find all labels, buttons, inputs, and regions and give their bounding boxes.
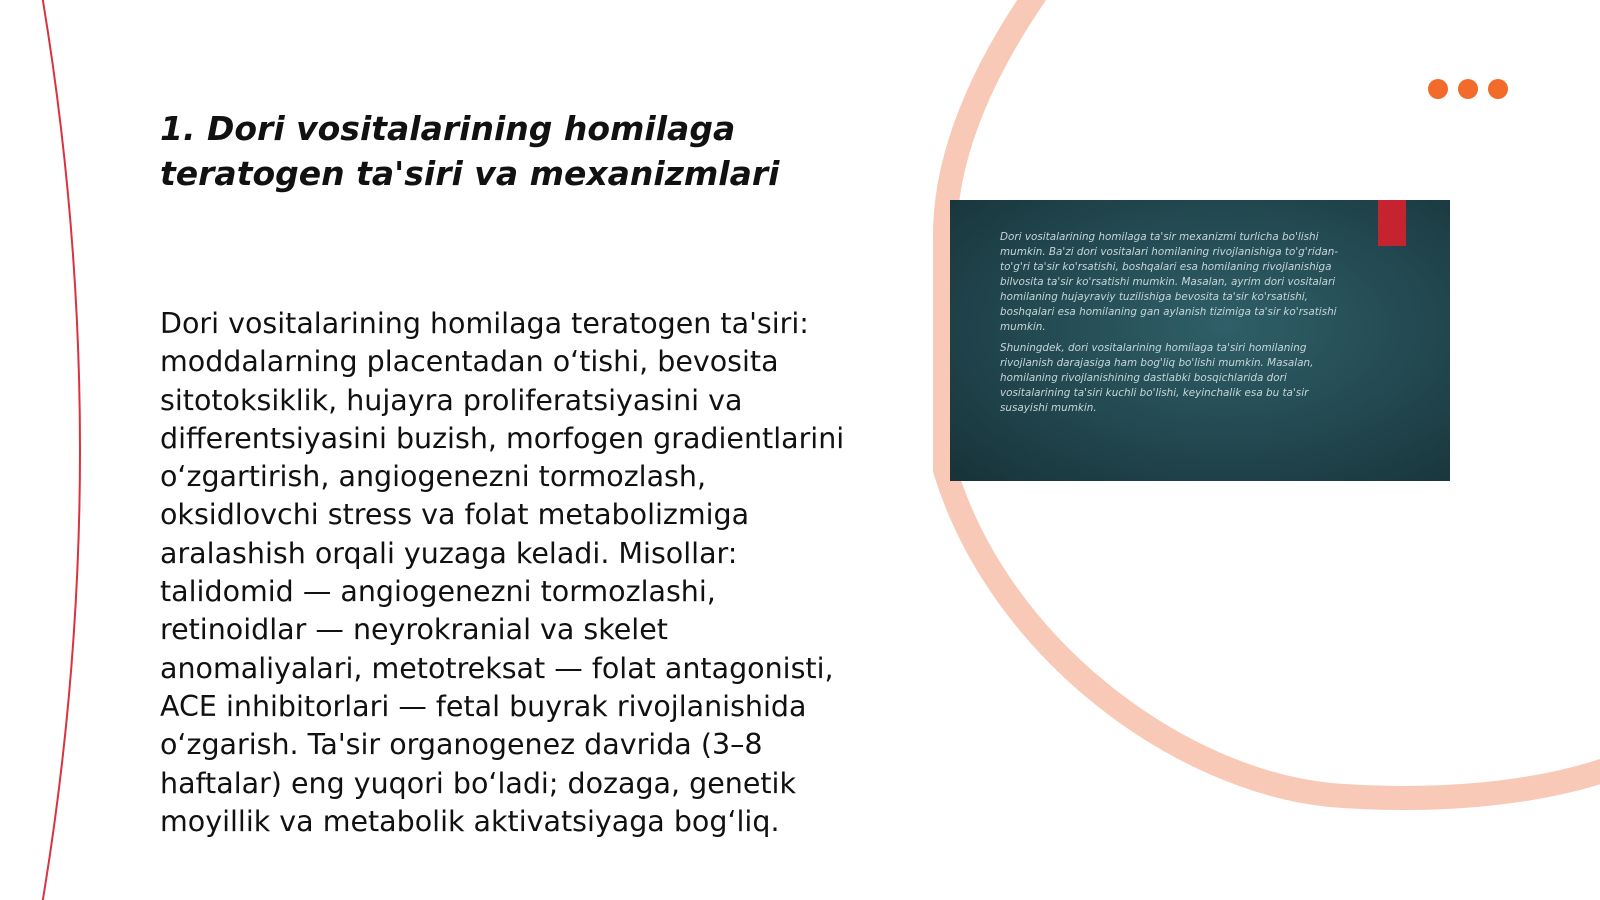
menu-dots-icon <box>1428 79 1508 99</box>
picture-bookmark-tab <box>1378 200 1406 246</box>
slide-title: 1. Dori vositalarining homilaga teratogen ta'siri va mexanizmlari <box>160 109 780 193</box>
picture-paragraph-2: Shuningdek, dori vositalarining homilaga ta'siri homilaning rivojlanish darajasiga ham bog'liq bo'lishi mumkin. Masalan, homilaning rivojlanishining dastlabki bosqichlarida dori vositalarining ta'siri kuchli bo'lishi, keyinchalik esa bu ta'sir susayishi mumkin. <box>1000 342 1314 414</box>
picture-text <box>1000 230 1355 422</box>
slide-body-text: Dori vositalarining homilaga teratogen ta'siri: moddalarning placentadan o‘tishi, bevosita sitotoksiklik, hujayra proliferatsiyasini va differentsiyasini buzish, morfogen gradientlarini o‘zgartirish, angiogenezni tormozlash, oksidlovchi stress va folat metabolizmiga aralashish orqali yuzaga keladi. Misollar: talidomid — angiogenezni tormozlashi, retinoidlar — neyrokranial va skelet anomaliyalari, metotreksat — folat antagonisti, ACE inhibitorlari — fetal buyrak rivojlanishida o‘zgarish. Ta'sir organogenez davrida (3–8 haftalar) eng yuqori bo‘ladi; dozaga, genetik moyillik va metabolik aktivatsiyaga bog‘liq. <box>160 307 845 838</box>
dot-1 <box>1428 79 1448 99</box>
dot-3 <box>1488 79 1508 99</box>
text-picture <box>950 200 1450 481</box>
left-accent-line <box>42 0 80 900</box>
picture-paragraph-1: Dori vositalarining homilaga ta'sir mexanizmi turlicha bo'lishi mumkin. Ba'zi dori vositalari homilaning rivojlanishiga to'g'ridan-to'g'ri ta'sir ko'rsatishi, boshqalari esa homilaning rivojlanishiga bilvosita ta'sir ko'rsatishi mumkin. Masalan, ayrim dori vositalari homilaning hujayraviy tuzilishiga bevosita ta'sir ko'rsatishi, boshqalari esa homilaning gan aylanish tizimiga ta'sir ko'rsatishi mumkin. <box>1000 231 1339 333</box>
dot-2 <box>1458 79 1478 99</box>
